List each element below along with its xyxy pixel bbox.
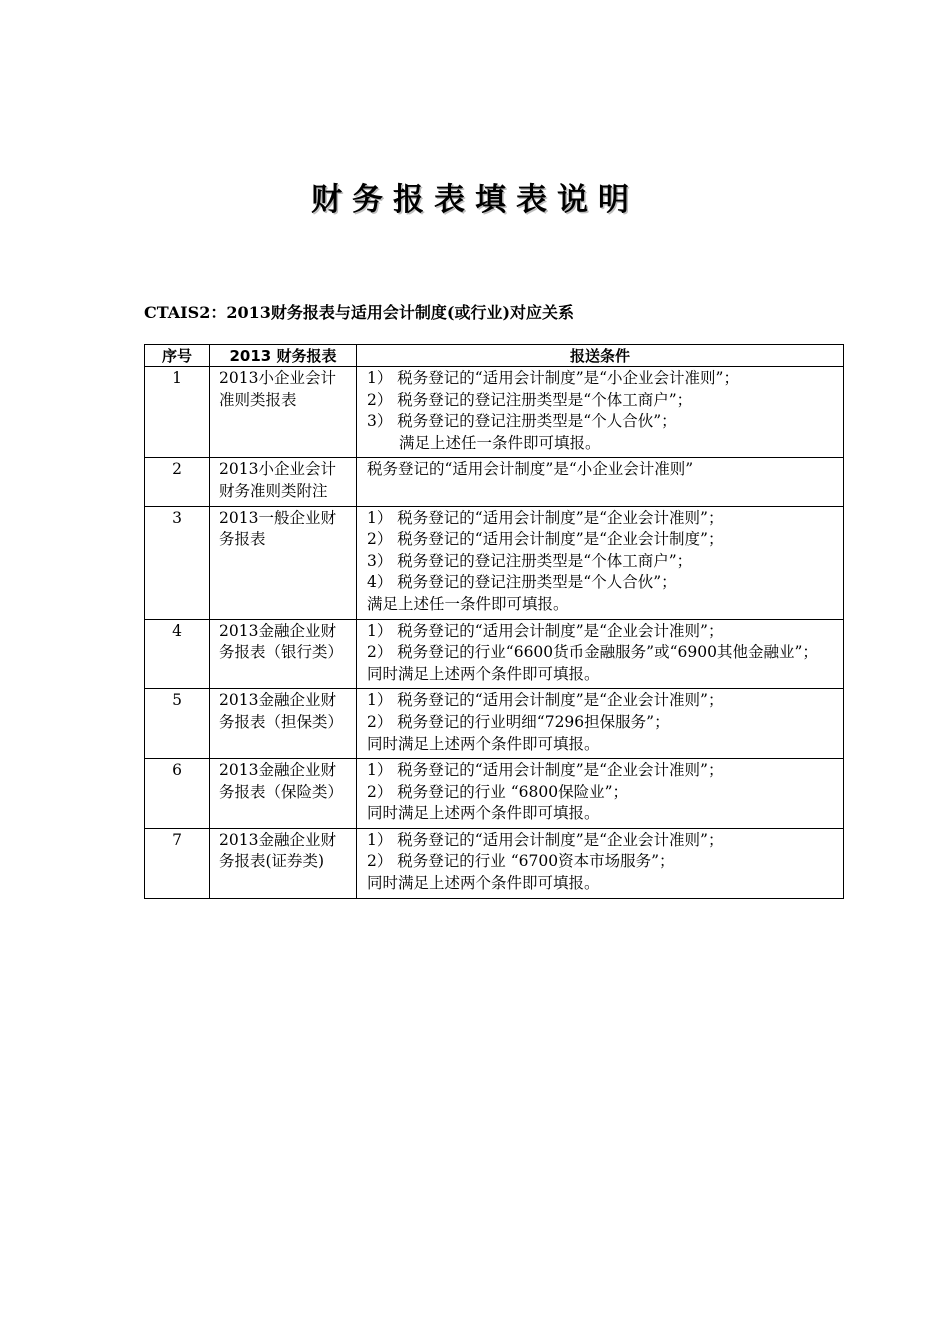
row-report-name: 2013金融企业财务报表（保险类） (210, 759, 357, 829)
table-caption: CTAIS2：2013财务报表与适用会计制度(或行业)对应关系 (144, 303, 575, 322)
condition-line: 1） 税务登记的“适用会计制度”是“企业会计准则”； (367, 830, 724, 849)
row-report-name: 2013一般企业财务报表 (210, 506, 357, 619)
table-row (145, 759, 844, 829)
condition-line: 2） 税务登记的“适用会计制度”是“企业会计制度”； (367, 530, 724, 549)
report-mapping-table (144, 344, 844, 899)
row-report-name: 2013金融企业财务报表（银行类） (210, 619, 357, 689)
condition-line: 2） 税务登记的行业“6600货币金融服务”或“6900其他金融业”； (367, 643, 818, 662)
row-serial-no: 6 (145, 759, 210, 829)
condition-line: 2） 税务登记的行业明细“7296担保服务”； (367, 712, 670, 731)
condition-line: 1） 税务登记的“适用会计制度”是“企业会计准则”； (367, 508, 724, 527)
row-conditions (357, 506, 844, 619)
table-row (145, 689, 844, 759)
row-serial-no: 7 (145, 828, 210, 898)
condition-line: 同时满足上述两个条件即可填报。 (367, 734, 600, 753)
table-row (145, 458, 844, 506)
row-report-name: 2013金融企业财务报表（担保类） (210, 689, 357, 759)
condition-line: 2） 税务登记的登记注册类型是“个体工商户”； (367, 390, 693, 409)
condition-line: 1） 税务登记的“适用会计制度”是“企业会计准则”； (367, 621, 724, 640)
condition-line: 同时满足上述两个条件即可填报。 (367, 874, 600, 893)
condition-line: 3） 税务登记的登记注册类型是“个人合伙”； (367, 412, 677, 431)
condition-line: 满足上述任一条件即可填报。 (367, 594, 569, 613)
condition-line: 同时满足上述两个条件即可填报。 (367, 664, 600, 683)
row-conditions (357, 828, 844, 898)
header-report-name: 2013 财务报表 (210, 345, 357, 367)
table-row (145, 506, 844, 619)
row-conditions (357, 619, 844, 689)
row-report-name: 2013小企业会计准则类报表 (210, 367, 357, 458)
condition-line: 2） 税务登记的行业 “6700资本市场服务”； (367, 852, 675, 871)
condition-line: 满足上述任一条件即可填报。 (399, 433, 601, 452)
row-report-name: 2013小企业会计财务准则类附注 (210, 458, 357, 506)
table-row (145, 619, 844, 689)
row-serial-no: 2 (145, 458, 210, 506)
row-conditions (357, 458, 844, 506)
condition-line: 3） 税务登记的登记注册类型是“个体工商户”； (367, 551, 693, 570)
row-conditions (357, 367, 844, 458)
row-conditions (357, 759, 844, 829)
table-header-row (145, 345, 844, 367)
condition-line: 同时满足上述两个条件即可填报。 (367, 804, 600, 823)
row-serial-no: 4 (145, 619, 210, 689)
table-row (145, 828, 844, 898)
table-row (145, 367, 844, 458)
condition-line: 1） 税务登记的“适用会计制度”是“企业会计准则”； (367, 761, 724, 780)
condition-line: 1） 税务登记的“适用会计制度”是“小企业会计准则”； (367, 369, 739, 387)
header-serial-no: 序号 (145, 345, 210, 367)
condition-line: 税务登记的“适用会计制度”是“小企业会计准则” (367, 460, 694, 479)
row-serial-no: 3 (145, 506, 210, 619)
header-conditions: 报送条件 (357, 345, 844, 367)
row-report-name: 2013金融企业财务报表(证券类) (210, 828, 357, 898)
row-serial-no: 1 (145, 367, 210, 458)
condition-line: 4） 税务登记的登记注册类型是“个人合伙”； (367, 573, 677, 592)
condition-line: 2） 税务登记的行业 “6800保险业”； (367, 782, 629, 801)
page-title: 财务报表填表说明 (311, 182, 639, 218)
row-serial-no: 5 (145, 689, 210, 759)
row-conditions (357, 689, 844, 759)
condition-line: 1） 税务登记的“适用会计制度”是“企业会计准则”； (367, 691, 724, 710)
